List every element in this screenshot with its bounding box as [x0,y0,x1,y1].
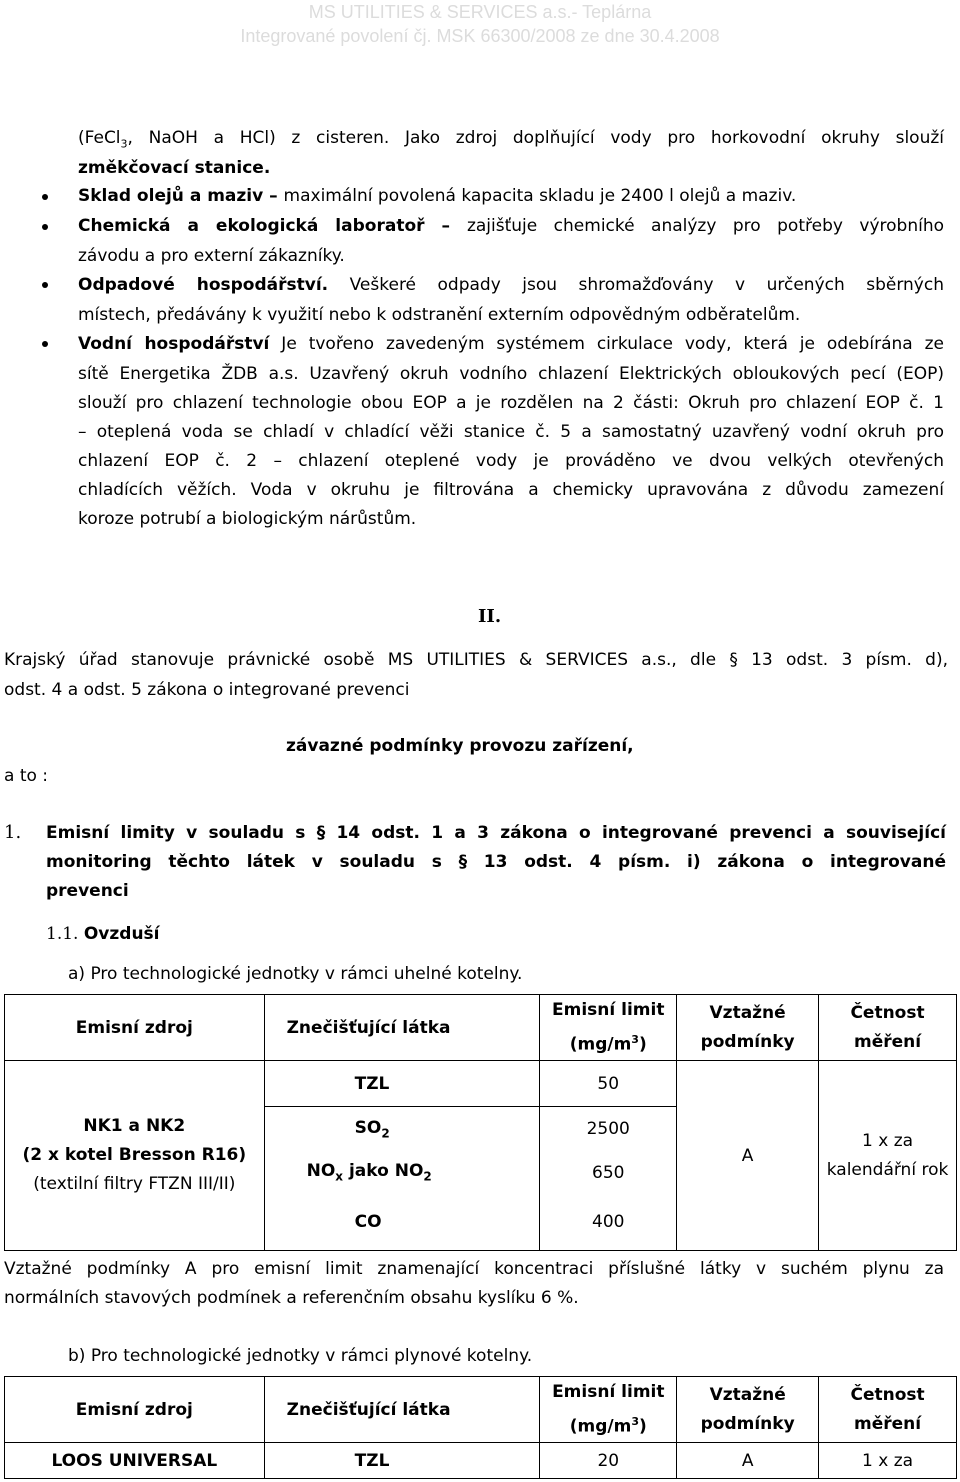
bullet-voda-cont-1: sítě Energetika ŽDB a.s. Uzavřený okruh vodního chlazení Elektrických obloukových pecí (EOP) [78,364,944,384]
bullet-laborator: Chemická a ekologická laboratoř – zajišťuje chemické analýzy pro potřeby výrobního [78,216,944,236]
limit-nox: 650 [540,1151,677,1195]
bullet-voda-cont-5: chladících věžích. Voda v okruhu je filtrována a chemicky upravována z důvodu zamezení [78,480,944,500]
bullet-voda-cont-3: – oteplená voda se chladí v chladící věži stanice č. 5 a samostatný uzavřený vodní okruh pro [78,422,944,442]
note-line-2: normálních stavových podmínek a referenčním obsahu kyslíku 6 %. [4,1288,579,1308]
bullet-odpady: Odpadové hospodářství. Veškeré odpady jsou shromažďovány v určených sběrných [78,275,944,295]
header-limit: Emisní limit $(mg/m^3)$ [540,995,677,1061]
bullet-sklad: Sklad olejů a maziv – maximální povolená kapacita skladu je 2400 l olejů a maziv. [78,186,797,206]
emission-table-a [4,994,957,1251]
limit-tzl-b: 20 [540,1443,677,1479]
bullet-dot [42,282,48,288]
bullet-dot [42,341,48,347]
header-source: Emisní zdroj [5,995,265,1061]
limit-so2: 2500 [540,1107,677,1151]
header-pollutant: Znečišťující látka [264,995,540,1061]
header-conditions: Vztažné podmínky [677,1377,819,1443]
subsection-a-label: a) Pro technologické jednotky v rámci uhelné kotelny. [68,964,523,984]
pollutant-tzl: TZL [264,1061,540,1107]
decree-line-2: odst. 4 a odst. 5 zákona o integrované prevenci [4,680,410,700]
header-pollutant: Znečišťující látka [264,1377,540,1443]
bullet-dot [42,194,48,200]
condition-a-b: A [677,1443,819,1479]
binding-ato: a to : [4,766,49,786]
subsection-1-1: 1.1. Ovzduší [46,924,160,944]
section-1-line-1: Emisní limity v souladu s § 14 odst. 1 a 3 zákona o integrované prevenci a související [46,823,946,843]
section-1-line-3: prevenci [46,881,129,901]
watermark-line-2: Integrované povolení čj. MSK 66300/2008 ze dne 30.4.2008 [240,26,720,46]
binding-title: závazné podmínky provozu zařízení, [286,736,634,756]
subsection-b-label: b) Pro technologické jednotky v rámci plynové kotelny. [68,1346,533,1366]
top-line-1: (FeCl$_3$, NaOH a HCl) z cisteren. Jako zdroj doplňující vody pro horkovodní okruhy slouží [78,128,944,151]
bullet-voda-cont-2: slouží pro chlazení technologie obou EOP a je rozdělen na 2 části: Okruh pro chlazení EOP č. 1 [78,393,944,413]
bullet-odpady-cont: místech, předávány k využití nebo k odstranění externím odpovědným odběratelům. [78,305,801,325]
limit-co: 400 [540,1195,677,1251]
top-line-2: změkčovací stanice. [78,158,271,178]
condition-a: A [677,1061,819,1251]
bullet-voda-cont-6: koroze potrubí a biologickým nárůstům. [78,509,417,529]
bullet-voda-cont-4: chlazení EOP č. 2 – chlazení oteplené vody je prováděno ve dvou velkých otevřených [78,451,944,471]
watermark-line-1: MS UTILITIES & SERVICES a.s.- Teplárna [308,2,652,22]
section-1-number: 1. [4,822,22,843]
bullet-voda: Vodní hospodářství Je tvořeno zavedeným systémem cirkulace vody, která je odebírána ze [78,334,944,354]
decree-line-1: Krajský úřad stanovuje právnické osobě MS UTILITIES & SERVICES a.s., dle § 13 odst. 3 písm. d), [4,650,948,670]
pollutant-co: CO [264,1195,540,1251]
pollutant-tzl-b: TZL [264,1443,540,1479]
bullet-laborator-cont: závodu a pro externí zákazníky. [78,246,345,266]
bullet-dot [42,224,48,230]
header-frequency: Četnost měření [819,995,957,1061]
header-frequency: Četnost měření [819,1377,957,1443]
limit-tzl: 50 [540,1061,677,1107]
header-conditions: Vztažné podmínky [677,995,819,1061]
frequency-b: 1 x za [819,1443,957,1479]
section-1-line-2: monitoring těchto látek v souladu s § 13 odst. 4 písm. i) zákona o integrované [46,852,946,872]
source-loos: LOOS UNIVERSAL [5,1443,265,1479]
pollutant-nox: $NO_x$ jako $NO_2$ [264,1151,540,1195]
pollutant-so2: $SO_2$ [264,1107,540,1151]
source-nk1-nk2: NK1 a NK2 (2 x kotel Bresson R16) (textilní filtry FTZN III/II) [5,1061,265,1251]
section-heading: II. [478,606,502,627]
note-line-1: Vztažné podmínky A pro emisní limit znamenající koncentraci příslušné látky v suchém plynu za [4,1259,944,1279]
header-limit: Emisní limit $(mg/m^3)$ [540,1377,677,1443]
frequency-yearly: 1 x za kalendářní rok [819,1061,957,1251]
emission-table-b [4,1376,957,1479]
header-source: Emisní zdroj [5,1377,265,1443]
